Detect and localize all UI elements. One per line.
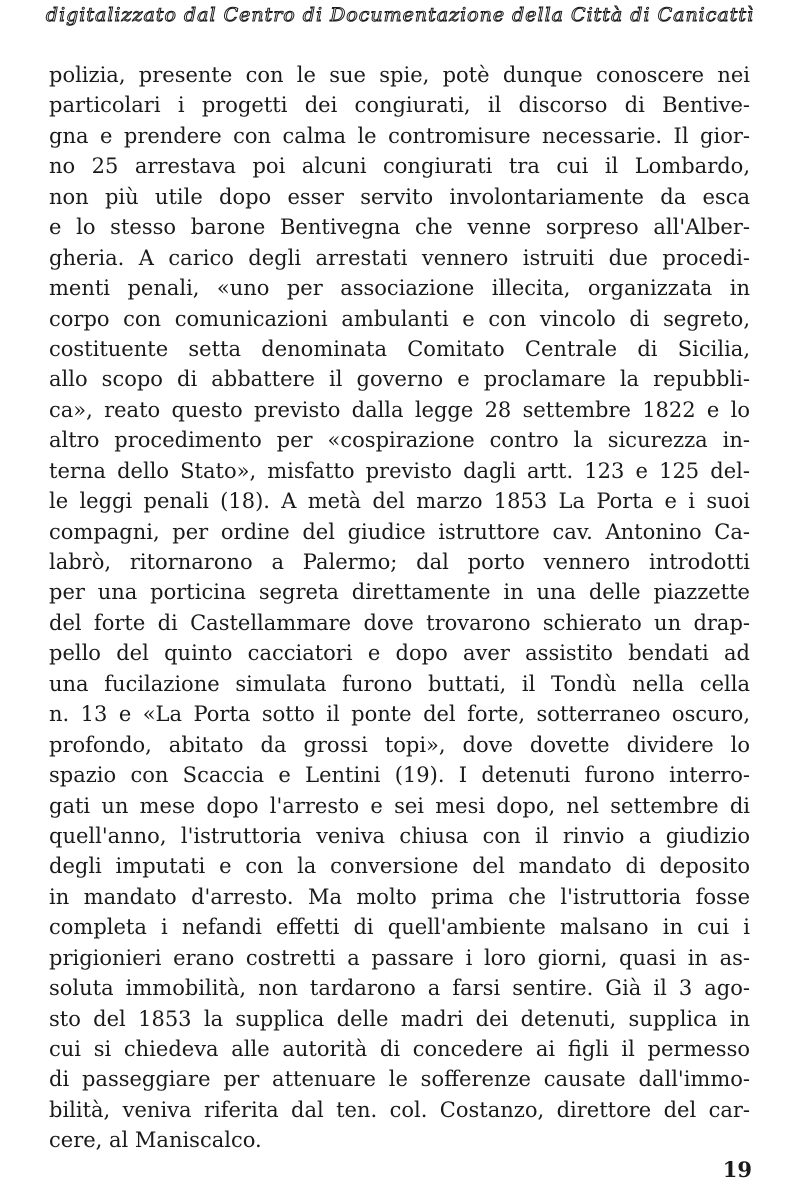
text-line: profondo, abitato da grossi topi», dove dovette dividere lo [49,732,750,757]
text-line: ca», reato questo previsto dalla legge 28 settembre 1822 e lo [49,397,750,422]
page-number: 19 [722,1157,752,1182]
text-line: sto del 1853 la supplica delle madri dei detenuti, supplica in [49,1006,750,1031]
text-line: di passeggiare per attenuare le sofferenze causate dall'immo- [49,1067,750,1092]
digitization-watermark: digitalizzato dal Centro di Documentazione della Città di Canicattì [45,4,755,26]
text-line: completa i nefandi effetti di quell'ambiente malsano in cui i [49,915,750,940]
text-line: per una porticina segreta direttamente in una delle piazzette [49,580,750,605]
text-line: labrò, ritornarono a Palermo; dal porto vennero introdotti [49,550,750,574]
text-line: n. 13 e «La Porta sotto il ponte del forte, sotterraneo oscuro, [49,702,750,727]
text-line: spazio con Scaccia e Lentini (19). I detenuti furono interro- [49,763,750,788]
text-line: soluta immobilità, non tardarono a farsi sentire. Già il 3 ago- [49,976,750,1001]
text-line: le leggi penali (18). A metà del marzo 1853 La Porta e i suoi [49,489,750,514]
text-line: cui si chiedeva alle autorità di concedere ai figli il permesso [49,1037,750,1061]
text-line: bilità, veniva riferita dal ten. col. Costanzo, direttore del car- [49,1097,750,1122]
text-line: prigionieri erano costretti a passare i loro giorni, quasi in as- [49,945,750,970]
text-line: altro procedimento per «cospirazione contro la sicurezza in- [49,428,750,453]
text-line: particolari i progetti dei congiurati, il discorso di Bentive- [49,93,750,118]
text-line: quell'anno, l'istruttoria veniva chiusa con il rinvio a giudizio [49,823,750,848]
text-line: in mandato d'arresto. Ma molto prima che l'istruttoria fosse [49,884,750,909]
text-line: terna dello Stato», misfatto previsto dagli artt. 123 e 125 del- [49,458,750,483]
text-line: no 25 arrestava poi alcuni congiurati tra cui il Lombardo, [49,154,750,179]
text-line: allo scopo di abbattere il governo e proclamare la repubbli- [49,367,750,392]
text-line: una fucilazione simulata furono buttati, il Tondù nella cella [49,671,750,696]
text-line: cere, al Maniscalco. [49,1128,262,1153]
text-line: menti penali, «uno per associazione illecita, organizzata in [49,276,750,301]
text-line: e lo stesso barone Bentivegna che venne sorpreso all'Alber- [49,215,750,240]
text-line: degli imputati e con la conversione del mandato di deposito [49,854,750,879]
text-line: pello del quinto cacciatori e dopo aver assistito bendati ad [49,641,750,666]
text-line: gna e prendere con calma le contromisure necessarie. Il gior- [49,123,750,148]
text-line: polizia, presente con le sue spie, potè dunque conoscere nei [49,63,750,87]
text-line: non più utile dopo esser servito involontariamente da esca [49,184,750,209]
text-line: del forte di Castellammare dove trovarono schierato un drap- [49,610,750,635]
text-line: costituente setta denominata Comitato Centrale di Sicilia, [49,336,750,361]
text-line: gati un mese dopo l'arresto e sei mesi dopo, nel settembre di [49,793,750,818]
text-line: gheria. A carico degli arrestati vennero istruiti due procedi- [49,245,750,270]
text-line: corpo con comunicazioni ambulanti e con vincolo di segreto, [49,306,750,331]
body-text [49,60,750,1156]
text-line: compagni, per ordine del giudice istruttore cav. Antonino Ca- [49,519,750,544]
